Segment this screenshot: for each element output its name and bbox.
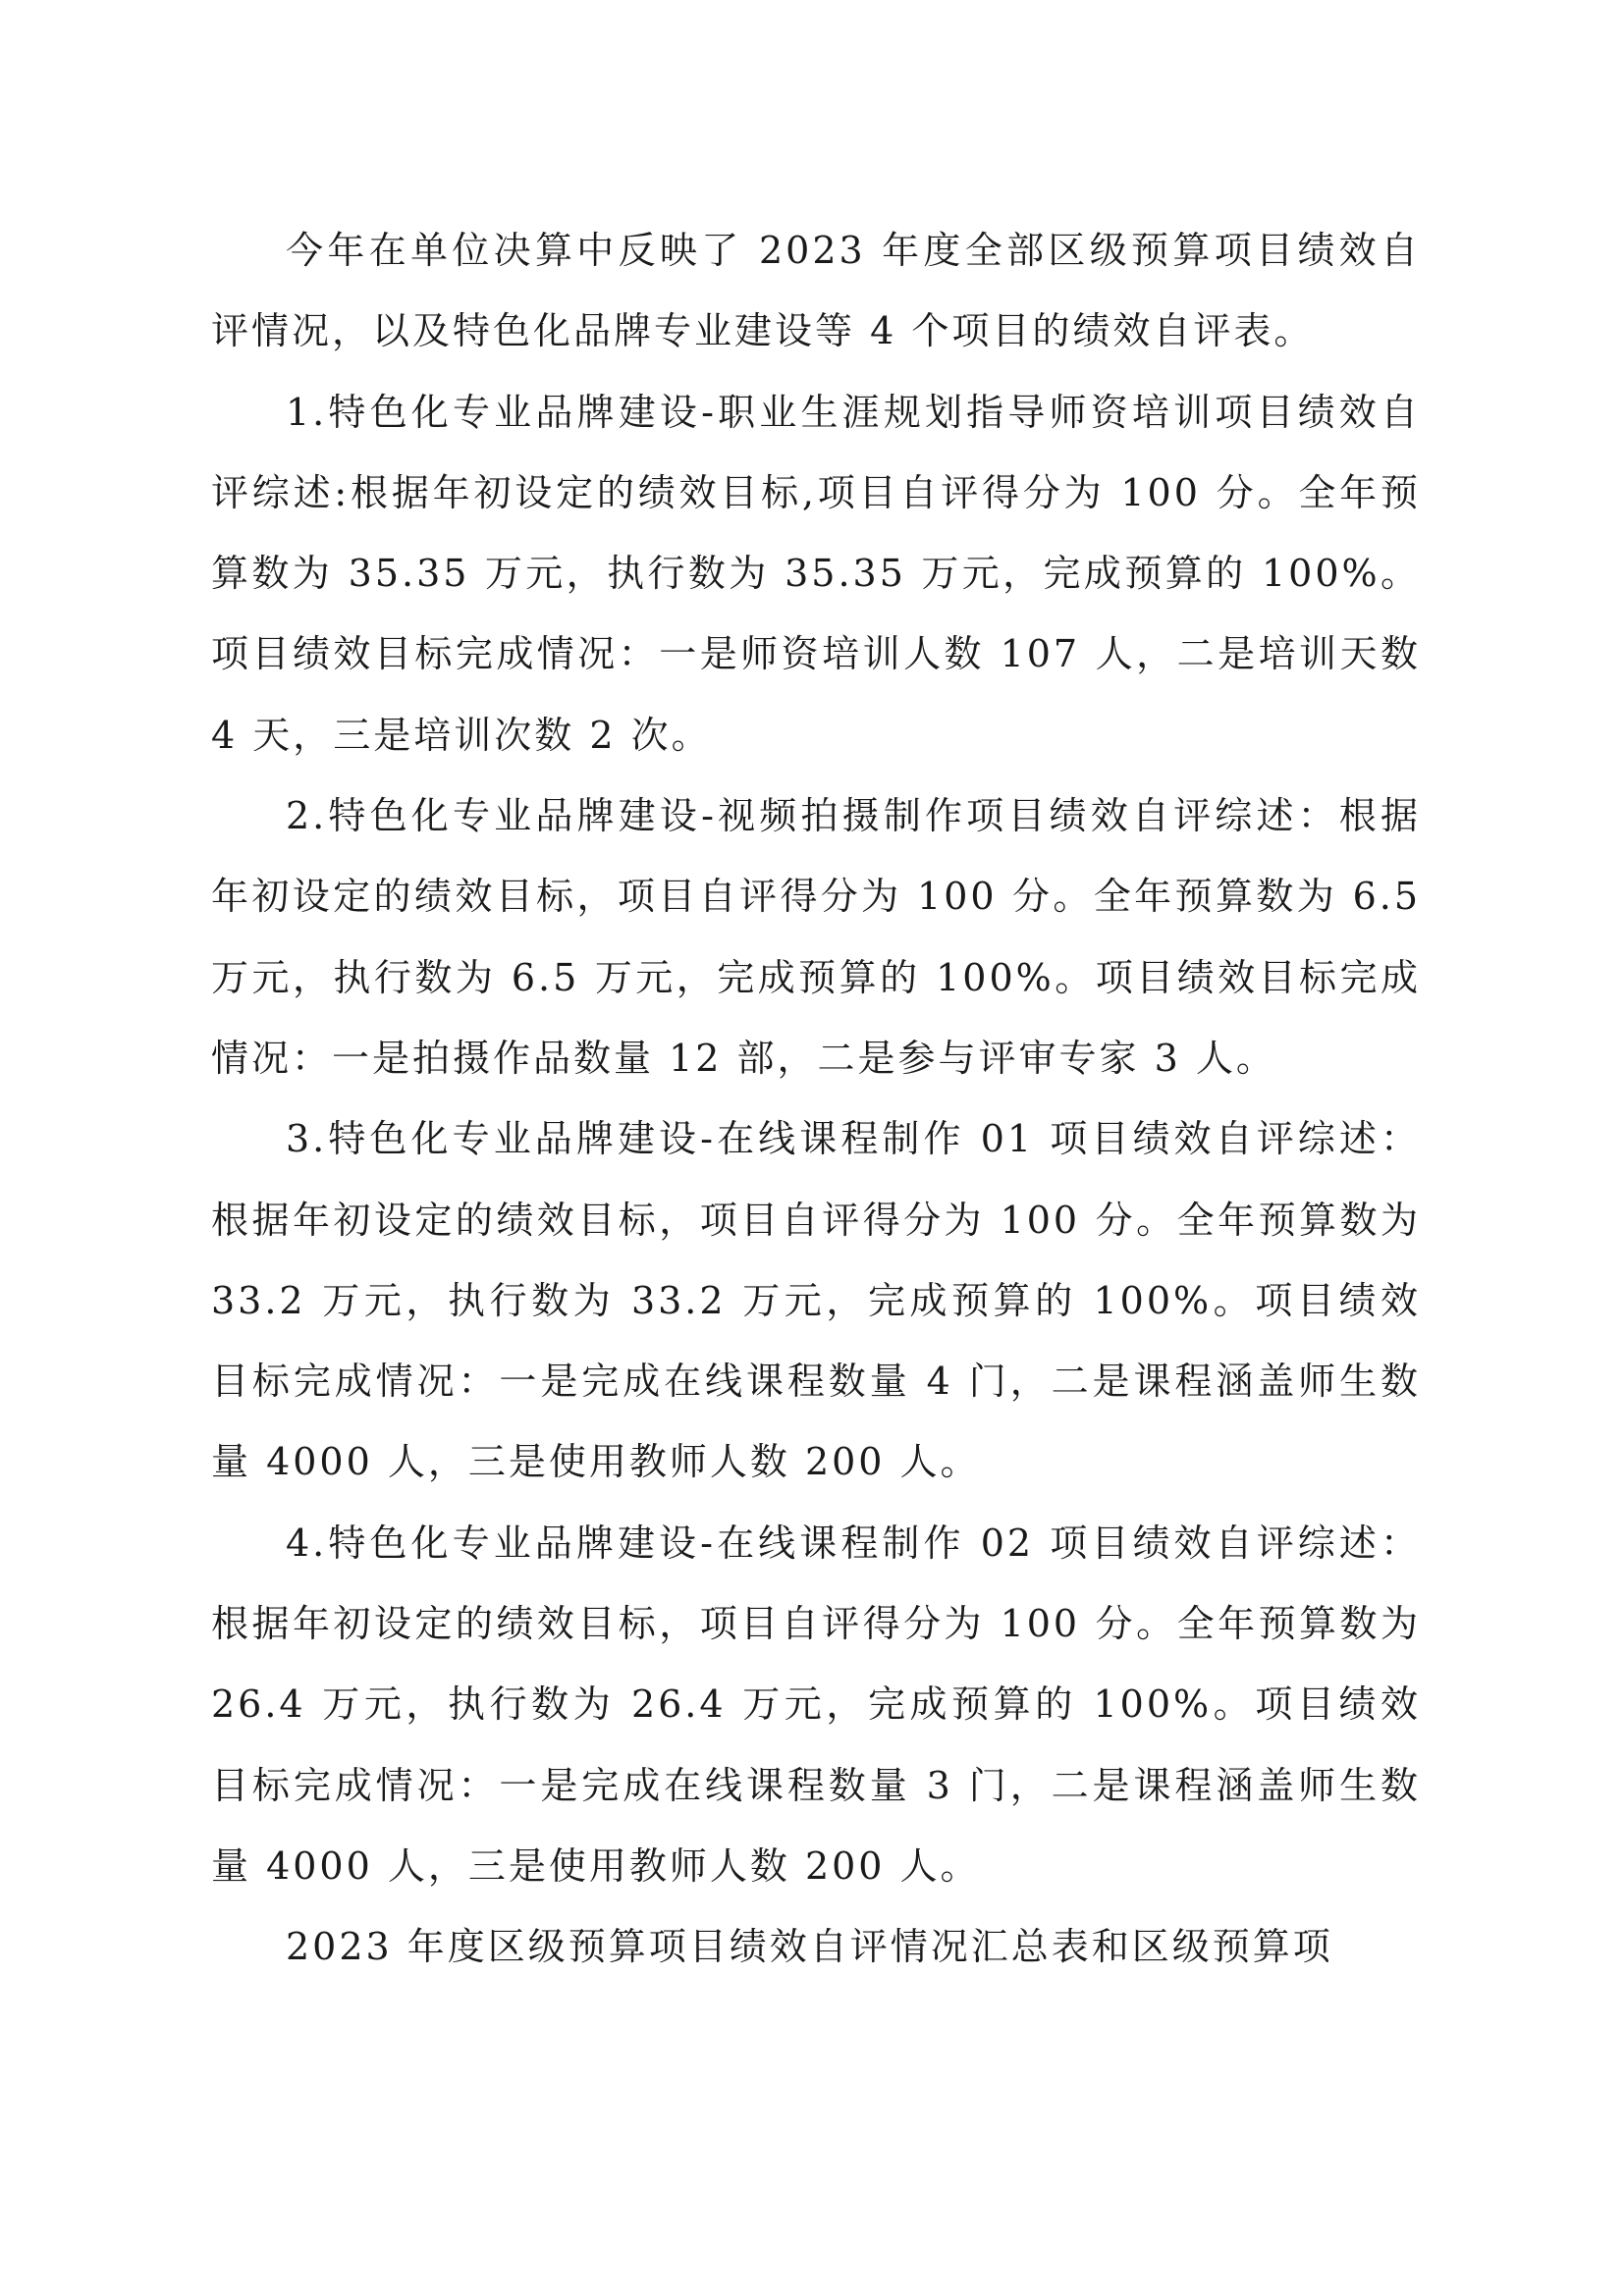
project-2-paragraph: 2.特色化专业品牌建设-视频拍摄制作项目绩效自评综述：根据年初设定的绩效目标，项目自评得分为 100 分。全年预算数为 6.5 万元，执行数为 6.5 万元，完成预算的 100%。项目绩效目标完成情况：一是拍摄作品数量 12 部，二是参与评审专家 3 人。 <box>211 794 1421 1080</box>
project-4-paragraph: 4.特色化专业品牌建设-在线课程制作 02 项目绩效自评综述：根据年初设定的绩效目标，项目自评得分为 100 分。全年预算数为 26.4 万元，执行数为 26.4 万元，完成预算的 100%。项目绩效目标完成情况：一是完成在线课程数量 3 门，二是课程涵盖师生数量 4000 人，三是使用教师人数 200 人。 <box>211 1521 1421 1888</box>
body-text <box>211 210 1421 1988</box>
summary-paragraph: 2023 年度区级预算项目绩效自评情况汇总表和区级预算项 <box>286 1925 1333 1969</box>
project-1-paragraph: 1.特色化专业品牌建设-职业生涯规划指导师资培训项目绩效自评综述:根据年初设定的绩效目标,项目自评得分为 100 分。全年预算数为 35.35 万元，执行数为 35.35 万元，完成预算的 100%。项目绩效目标完成情况：一是师资培训人数 107 人，二是培训天数 4 天，三是培训次数 2 次。 <box>211 390 1421 757</box>
project-3-paragraph: 3.特色化专业品牌建设-在线课程制作 01 项目绩效自评综述：根据年初设定的绩效目标，项目自评得分为 100 分。全年预算数为 33.2 万元，执行数为 33.2 万元，完成预算的 100%。项目绩效目标完成情况：一是完成在线课程数量 4 门，二是课程涵盖师生数量 4000 人，三是使用教师人数 200 人。 <box>211 1117 1421 1484</box>
intro-paragraph: 今年在单位决算中反映了 2023 年度全部区级预算项目绩效自评情况，以及特色化品牌专业建设等 4 个项目的绩效自评表。 <box>211 229 1421 353</box>
